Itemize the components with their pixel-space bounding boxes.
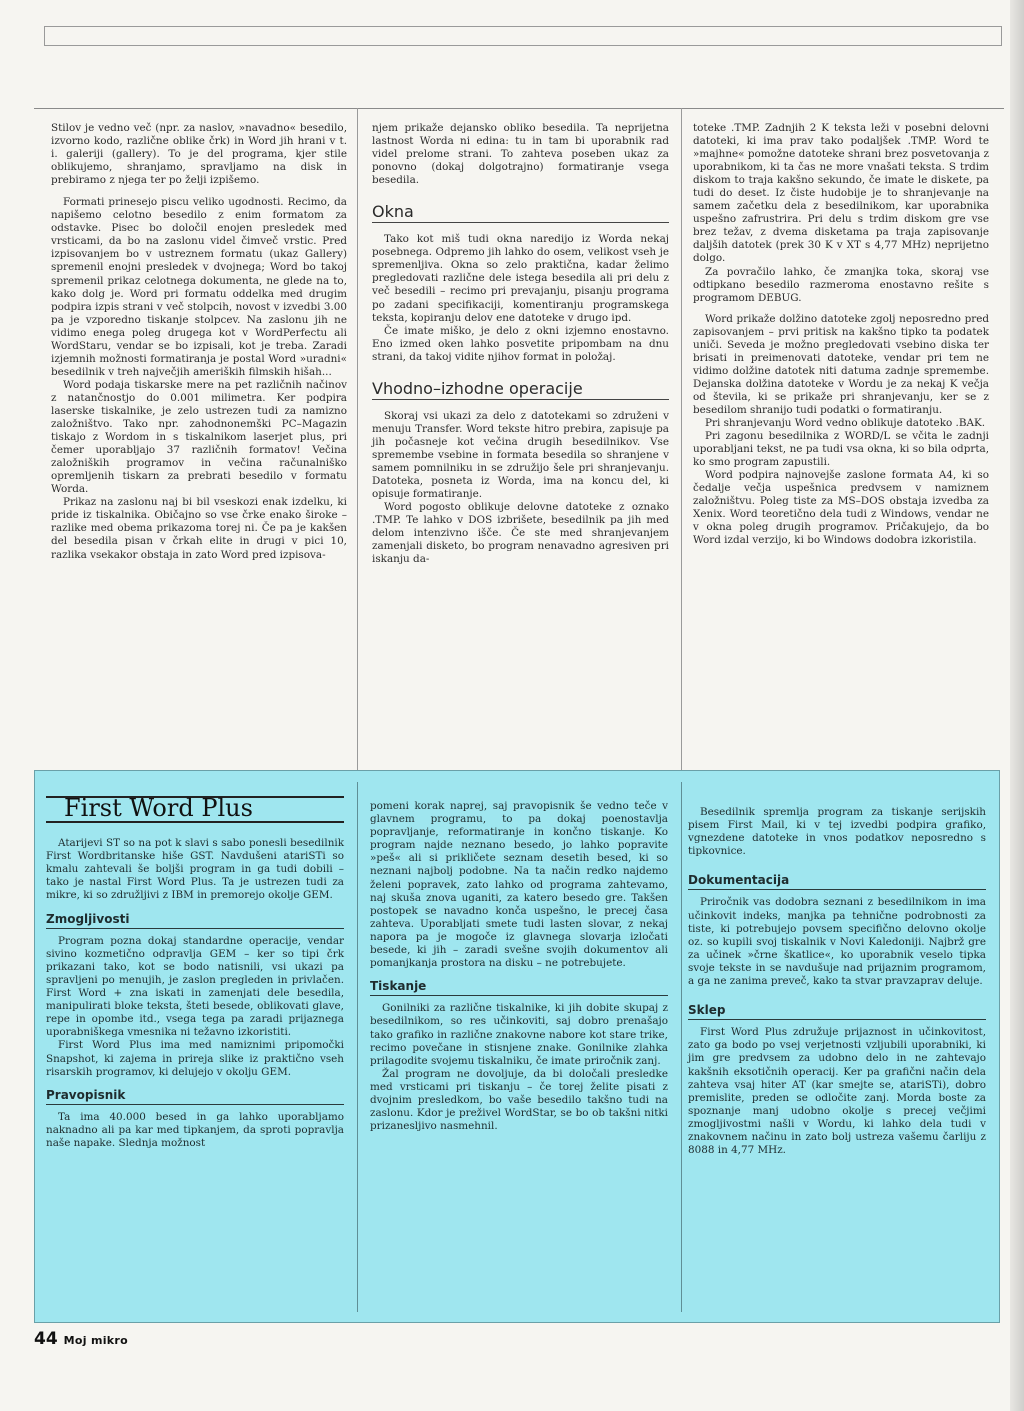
- article-column-1: [51, 122, 347, 562]
- article-column-3: [693, 122, 989, 548]
- col1-paragraph-2: Formati prinesejo piscu veliko ugodnosti. Recimo, da napišemo celotno besedilo z enim formatom za odstavke. Pisec bo določil enojen presledek med vrsticami, da bo na zaslonu videl čimveč vrstic. Pred izpisovanjem bo v ustreznem formatu (ukaz Gallery) spremenil enojni presledek v dvojnega; Word bo takoj spremenil prikaz celotnega dokumenta, ne glede na to, kako dolg je. Word pri formatu oddelka med drugim podpira izpis strani v več stolpcih, novost v izvedbi 3.00 pa je vzporedno tiskanje stolpcev. Na zaslonu jih ne vidimo enega poleg drugega kot v WordPerfectu ali WordStaru, vendar se bo izpisali, kot je treba. Zaradi izjemnih možnosti formatiranja je postal Word »uradni« besedilnik v treh največjih ameriških filmskih hišah...: [51, 196, 347, 378]
- magazine-name: Moj mikro: [63, 1334, 129, 1347]
- col3-paragraph-1: toteke .TMP. Zadnjih 2 K teksta leži v posebni delovni datoteki, ki ima prav tako podaljšek .TMP. Word te »majhne« pomožne datoteke shrani brez posvetovanja z uporabnikom, ki ta čas ne more vnašati teksta. S trdim diskom to traja kakšno sekundo, če imate le diskete, pa tudi do deset. Iz čiste hudobije je to shranjevanje na samem začetku dela z besedilnikom, kar uporabnika uspešno zafrustrira. Pri delu s trdim diskom gre vse brez težav, z dvema disketama pa traja zapisovanje daljših datotek (prek 30 K v XT s 4,77 MHz) neprijetno dolgo.: [693, 122, 989, 265]
- vhodno-paragraph-2: Word pogosto oblikuje delovne datoteke z oznako .TMP. Te lahko v DOS izbrišete, besedilnik pa jih med delom intenzivno išče. Če ste med shranjevanjem zamenjali disketo, bo program nenavadno agresiven pri iskanju da-: [372, 501, 669, 566]
- col3-paragraph-3: Word prikaže dolžino datoteke zgolj neposredno pred zapisovanjem – prvi pritisk na kakšno tipko ta podatek uniči. Seveda je možno pregledovati vsebino diska ter brisati in preimenovati datoteke, vendar pri tem ne vidimo dolžine datotek niti datuma zadnje spremembe. Dejanska dolžina datoteke v Wordu je za nekaj K večja od števila, ki se prikaže pri shranjevanju, ker se z besedilom shranijo tudi podatki o formatiranju.: [693, 312, 989, 416]
- sidebar-column-1: [46, 796, 344, 1150]
- okna-paragraph-1: Tako kot miš tudi okna naredijo iz Worda nekaj posebnega. Odpremo jih lahko do osem, velikost vseh je spremenljiva. Okna so zelo praktična, kadar želimo pregledovati različne dele istega besedila ali pri delu z več besedili – recimo pri prevajanju, pisanju programa po zadani specifikaciji, komentiranju programskega teksta, kopiranju delov ene datoteke v drugo ipd.: [372, 233, 669, 324]
- heading-zmogljivosti: Zmogljivosti: [46, 913, 344, 929]
- sidebar-column-3: [688, 806, 986, 1157]
- page-footer: [34, 1329, 128, 1349]
- zmogljivosti-paragraph-2: First Word Plus ima med namiznimi pripomočki Snapshot, ki zajema in prireja slike iz praktično vseh risarskih programov, ki delujejo v okolju GEM.: [46, 1039, 344, 1078]
- zmogljivosti-paragraph-1: Program pozna dokaj standardne operacije, vendar sivino kozmetično odpravlja GEM – ker so tipi črk prikazani tako, kot se bodo natisnili, vsi ukazi pa spravljeni po menujih, je zaslon pregleden in privlačen. First Word + zna iskati in zamenjati dele besedila, manipulirati bloke teksta, šteti besede, oblikovati glave, repe in opombe itd., vsega tega pa zaradi prijaznega uporabniškega vmesnika ni težavno izkoristiti.: [46, 934, 344, 1039]
- heading-sklep: Sklep: [688, 1004, 986, 1020]
- column-divider-2: [681, 108, 682, 770]
- col1-paragraph-1: Stilov je vedno več (npr. za naslov, »navadno« besedilo, izvorno kodo, različne oblike črk) in Word jih hrani v t. i. galeriji (gallery). To je del programa, kjer stile oblikujemo, shranjamo, spravljamo na disk in prebiramo z njega ter po želji izpišemo.: [51, 122, 347, 187]
- sklep-paragraph: First Word Plus združuje prijaznost in učinkovitost, zato ga bodo po vsej verjetnosti vzljubili uporabniki, ki jim gre predvsem za udobno delo in ne zahtevajo kakšnih eksotičnih operacij. Ker pa grafični način dela zahteva vsaj hiter AT (kar smejte se, atariSTi), dobro premislite, preden se odločite zanj. Morda boste za spoznanje manj udobno okolje s precej večjimi zmogljivostmi našli v Wordu, ki lahko dela tudi v znakovnem načinu in zato bolj ustreza vašemu čarliju z 8088 in 4,77 MHz.: [688, 1026, 986, 1157]
- sidebar-title: First Word Plus: [46, 796, 344, 823]
- sidebar-divider-2: [681, 782, 682, 1312]
- pravopisnik-paragraph: Ta ima 40.000 besed in ga lahko uporabljamo naknadno ali pa kar med tipkanjem, da sproti popravlja naše napake. Slednja možnost: [46, 1110, 344, 1149]
- sidebar-col2-intro: pomeni korak naprej, saj pravopisnik še vedno teče v glavnem programu, to pa dokaj poenostavlja popravljanje, reformatiranje in končno tiskanje. Ko program najde neznano besedo, jo lahko popravite »peš« ali si prikličete seznam desetih besed, ki so neznani najbolj podobne. Na ta način redko najdemo želeni popravek, zato lahko od programa zahtevamo, naj skuša znova uganiti, za katero besedo gre. Takšen postopek se navadno konča uspešno, le precej časa zahteva. Uporabljati smete tudi lasten slovar, z nekaj napora pa je mogoče iz glavnega slovarja izločati besede, ki jih – zaradi svešne svojih dokumentov ali pomanjkanja prostora na disku – ne potrebujete.: [370, 800, 668, 970]
- okna-paragraph-2: Če imate miško, je delo z okni izjemno enostavno. Eno izmed oken lahko posvetite pripombam na dnu strani, da takoj vidite njihov format in položaj.: [372, 324, 669, 363]
- sidebar-column-2: [370, 800, 668, 1133]
- sidebar-divider-1: [357, 782, 358, 1312]
- heading-vhodno-izhodne: Vhodno–izhodne operacije: [372, 382, 669, 400]
- col3-paragraph-5: Pri zagonu besedilnika z WORD/L se včita le zadnji uporabljani tekst, ne pa tudi vsa okna, ki so bila odprta, ko smo program zapustili.: [693, 430, 989, 469]
- col3-paragraph-2: Za povračilo lahko, če zmanjka toka, skoraj vse odtipkano besedilo razmeroma enostavno rešite s programom DEBUG.: [693, 265, 989, 304]
- col3-paragraph-4: Pri shranjevanju Word vedno oblikuje datoteko .BAK.: [705, 417, 986, 430]
- col3-paragraph-6: Word podpira najnovejše zaslone formata A4, ki so čedalje večja uspešnica predvsem v namiznem založništvu. Poleg tiste za MS–DOS obstaja izvedba za Xenix. Word teoretično dela tudi z Windows, vendar ne v okna poleg drugih programov. Pričakujejo, da bo Word izdal verzijo, ki bo Windows dodobra izkoristila.: [693, 469, 989, 547]
- tiskanje-paragraph-2: Žal program ne dovoljuje, da bi določali presledke med vrsticami pri tiskanju – če torej želite pisati z dvojnim presledkom, bo vaše besedilo takšno tudi na zaslonu. Kdor je preživel WordStar, se bo ob takšni nitki prizanesljivo nasmehnil.: [370, 1067, 668, 1133]
- vhodno-paragraph-1: Skoraj vsi ukazi za delo z datotekami so združeni v menuju Transfer. Word tekste hitro prebira, zapisuje pa jih počasneje kot večina drugih besedilnikov. Vse spremembe vsebine in formata besedila so shranjene v samem pomnilniku in se združijo šele pri shranjevanju. Datoteka, posneta iz Worda, ima na koncu del, ki opisuje formatiranje.: [372, 409, 669, 501]
- tiskanje-paragraph-1: Gonilniki za različne tiskalnike, ki jih dobite skupaj z besedilnikom, so res učinkoviti, saj dobro prenašajo tako grafiko in različne znakovne nabore kot stare trike, recimo povečane in stisnjene znake. Gonilnike zlahka prilagodite svojemu tiskalniku, če imate priročnik zanj.: [370, 1002, 668, 1067]
- col1-paragraph-3: Word podaja tiskarske mere na pet različnih načinov z natančnostjo do 0.001 milimetra. Ker podpira laserske tiskalnike, je zelo ustrezen tudi za namizno založništvo. Tako npr. zahodnonemški PC–Magazin tiskajo z Wordom in s tiskalnikom laserjet plus, pri čemer uporabljajo 37 različnih formatov! Večina založniških programov in večina računalniško opremljenih tiskarn za prebrati besedilo v formatu Worda.: [51, 378, 347, 496]
- heading-okna: Okna: [372, 205, 669, 223]
- heading-tiskanje: Tiskanje: [370, 980, 668, 996]
- col1-paragraph-4: Prikaz na zaslonu naj bi bil vseskozi enak izdelku, ki pride iz tiskalnika. Običajno so vse črke enako široke – razlike med obema prikazoma torej ni. Če pa je kakšen del besedila pisan v črkah elite in drugi v pici 10, razlika vsekakor obstaja in zato Word pred izpisova-: [51, 496, 347, 561]
- dokumentacija-paragraph: Priročnik vas dodobra seznani z besedilnikom in ima učinkovit indeks, manjka pa tehnične podrobnosti za tiste, ki potrebujejo povsem specifično delovno okolje oz. so kupili svoj tiskalnik v Novi Kaledoniji. Najbrž gre za učinek »črne škatlice«, ko uporabnik veselo tipka svoje tekste in se navdušuje nad prijaznim programom, a ga ne zanima preveč, kako ta stvar pravzaprav deluje.: [688, 896, 986, 988]
- header-rule-box: [44, 26, 1002, 46]
- scan-edge: [1010, 0, 1024, 1411]
- column-divider-1: [357, 108, 358, 770]
- sidebar-col3-intro: Besedilnik spremlja program za tiskanje serijskih pisem First Mail, ki v tej izvedbi podpira grafiko, vgnezdene datoteke in vnos podatkov neposredno s tipkovnice.: [688, 806, 986, 858]
- sidebar-intro: Atarijevi ST so na pot k slavi s sabo ponesli besedilnik First Wordbritanske hiše GST. Navdušeni atariSTi so kmalu zahtevali še boljši program in ga tudi dobili – tako je nastal First Word Plus. Ta je ustrezen tudi za mikre, ki so združljivi z IBM in premorejo okolje GEM.: [46, 837, 344, 902]
- article-column-2: [372, 122, 669, 566]
- col2-intro: njem prikaže dejansko obliko besedila. Ta neprijetna lastnost Worda ni edina: tu in tam bi uporabnik rad videl prelome strani. To zahteva poseben ukaz za ponovno (dokaj dolgotrajno) formatiranje vsega besedila.: [372, 122, 669, 187]
- heading-dokumentacija: Dokumentacija: [688, 874, 986, 890]
- page-number: 44: [34, 1329, 58, 1349]
- heading-pravopisnik: Pravopisnik: [46, 1089, 344, 1105]
